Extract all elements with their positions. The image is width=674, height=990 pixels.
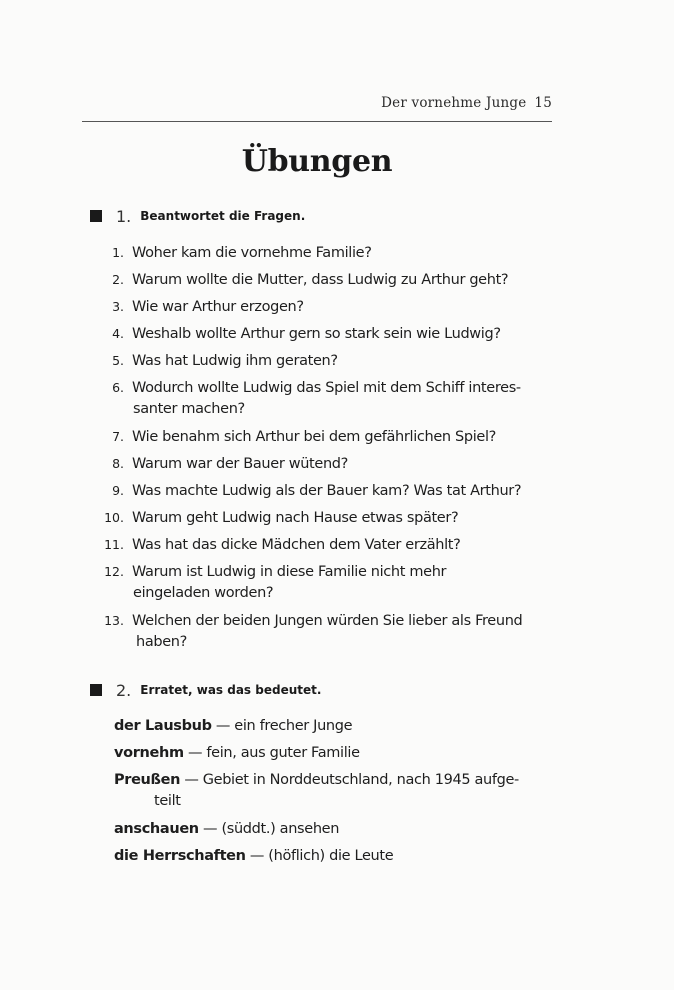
question-text: Wodurch wollte Ludwig das Spiel mit dem Schiff interes- (132, 380, 521, 396)
vocabulary-definition: — fein, aus guter Familie (183, 745, 360, 761)
running-title: Der vornehme Junge (381, 95, 527, 111)
question-number: 11. (104, 537, 124, 552)
question-number: 4. (112, 326, 124, 341)
question-item (96, 610, 566, 653)
question-item (96, 269, 566, 291)
vocabulary-definition: — ein frecher Junge (211, 718, 353, 734)
question-item (96, 426, 566, 448)
exercise-2-heading (90, 680, 321, 700)
question-text: Warum ist Ludwig in diese Familie nicht mehr (132, 564, 447, 580)
page-title: Übungen (241, 144, 393, 179)
question-item (96, 480, 566, 502)
question-number: 10. (104, 510, 124, 525)
question-text: Woher kam die vornehme Familie? (132, 245, 372, 261)
question-text: Welchen der beiden Jungen würden Sie lieber als Freund (132, 613, 523, 629)
question-text-continuation: haben? (136, 634, 187, 650)
vocabulary-definition: — (höflich) die Leute (245, 848, 394, 864)
question-number: 13. (104, 613, 124, 628)
exercise-instruction: Erratet, was das bedeutet. (140, 683, 322, 697)
question-text: Was machte Ludwig als der Bauer kam? Was tat Arthur? (132, 483, 522, 499)
exercise-instruction: Beantwortet die Fragen. (140, 209, 306, 223)
question-number: 9. (112, 483, 124, 498)
vocabulary-entry (114, 743, 574, 764)
vocabulary-entry (114, 819, 574, 840)
question-text: Was hat das dicke Mädchen dem Vater erzählt? (132, 537, 461, 553)
exercise-number: 2. (116, 680, 132, 700)
square-bullet-icon (90, 210, 102, 222)
square-bullet-icon (90, 684, 102, 696)
vocabulary-term: vornehm (114, 745, 184, 761)
question-text: Was hat Ludwig ihm geraten? (132, 353, 338, 369)
page-number: 15 (534, 95, 552, 111)
vocabulary-term: anschauen (114, 821, 199, 837)
vocabulary-definition: — Gebiet in Norddeutschland, nach 1945 aufge- (180, 772, 519, 788)
question-item (96, 453, 566, 475)
question-item (96, 534, 566, 556)
vocabulary-entry (114, 846, 574, 867)
question-text: Wie benahm sich Arthur bei dem gefährlichen Spiel? (132, 429, 496, 445)
question-item (96, 561, 566, 604)
question-number: 3. (112, 299, 124, 314)
question-item (96, 242, 566, 264)
question-number: 7. (112, 429, 124, 444)
question-number: 5. (112, 353, 124, 368)
question-text: Warum geht Ludwig nach Hause etwas später? (132, 510, 459, 526)
question-item (96, 377, 566, 420)
question-number: 6. (112, 380, 124, 395)
question-item (96, 350, 566, 372)
vocabulary-definition-continuation: teilt (154, 793, 181, 809)
question-number: 2. (112, 272, 124, 287)
question-number: 1. (112, 245, 124, 260)
question-number: 8. (112, 456, 124, 471)
question-text-continuation: santer machen? (133, 401, 245, 417)
exercise-number: 1. (116, 206, 132, 226)
question-number: 12. (104, 564, 124, 579)
exercise-1-heading (90, 206, 305, 226)
vocabulary-term: Preußen (114, 772, 181, 788)
vocabulary-entry (114, 770, 574, 812)
question-item (96, 507, 566, 529)
vocabulary-entry (114, 716, 574, 737)
question-item (96, 296, 566, 318)
vocabulary-term: die Herrschaften (114, 848, 246, 864)
question-text: Weshalb wollte Arthur gern so stark sein wie Ludwig? (132, 326, 501, 342)
question-text: Wie war Arthur erzogen? (132, 299, 304, 315)
running-header (82, 95, 552, 111)
question-item (96, 323, 566, 345)
vocabulary-term: der Lausbub (114, 718, 212, 734)
question-text: Warum war der Bauer wütend? (132, 456, 349, 472)
question-text-continuation: eingeladen worden? (133, 585, 274, 601)
header-rule (82, 121, 552, 122)
vocabulary-definition: — (süddt.) ansehen (198, 821, 340, 837)
question-text: Warum wollte die Mutter, dass Ludwig zu Arthur geht? (132, 272, 509, 288)
